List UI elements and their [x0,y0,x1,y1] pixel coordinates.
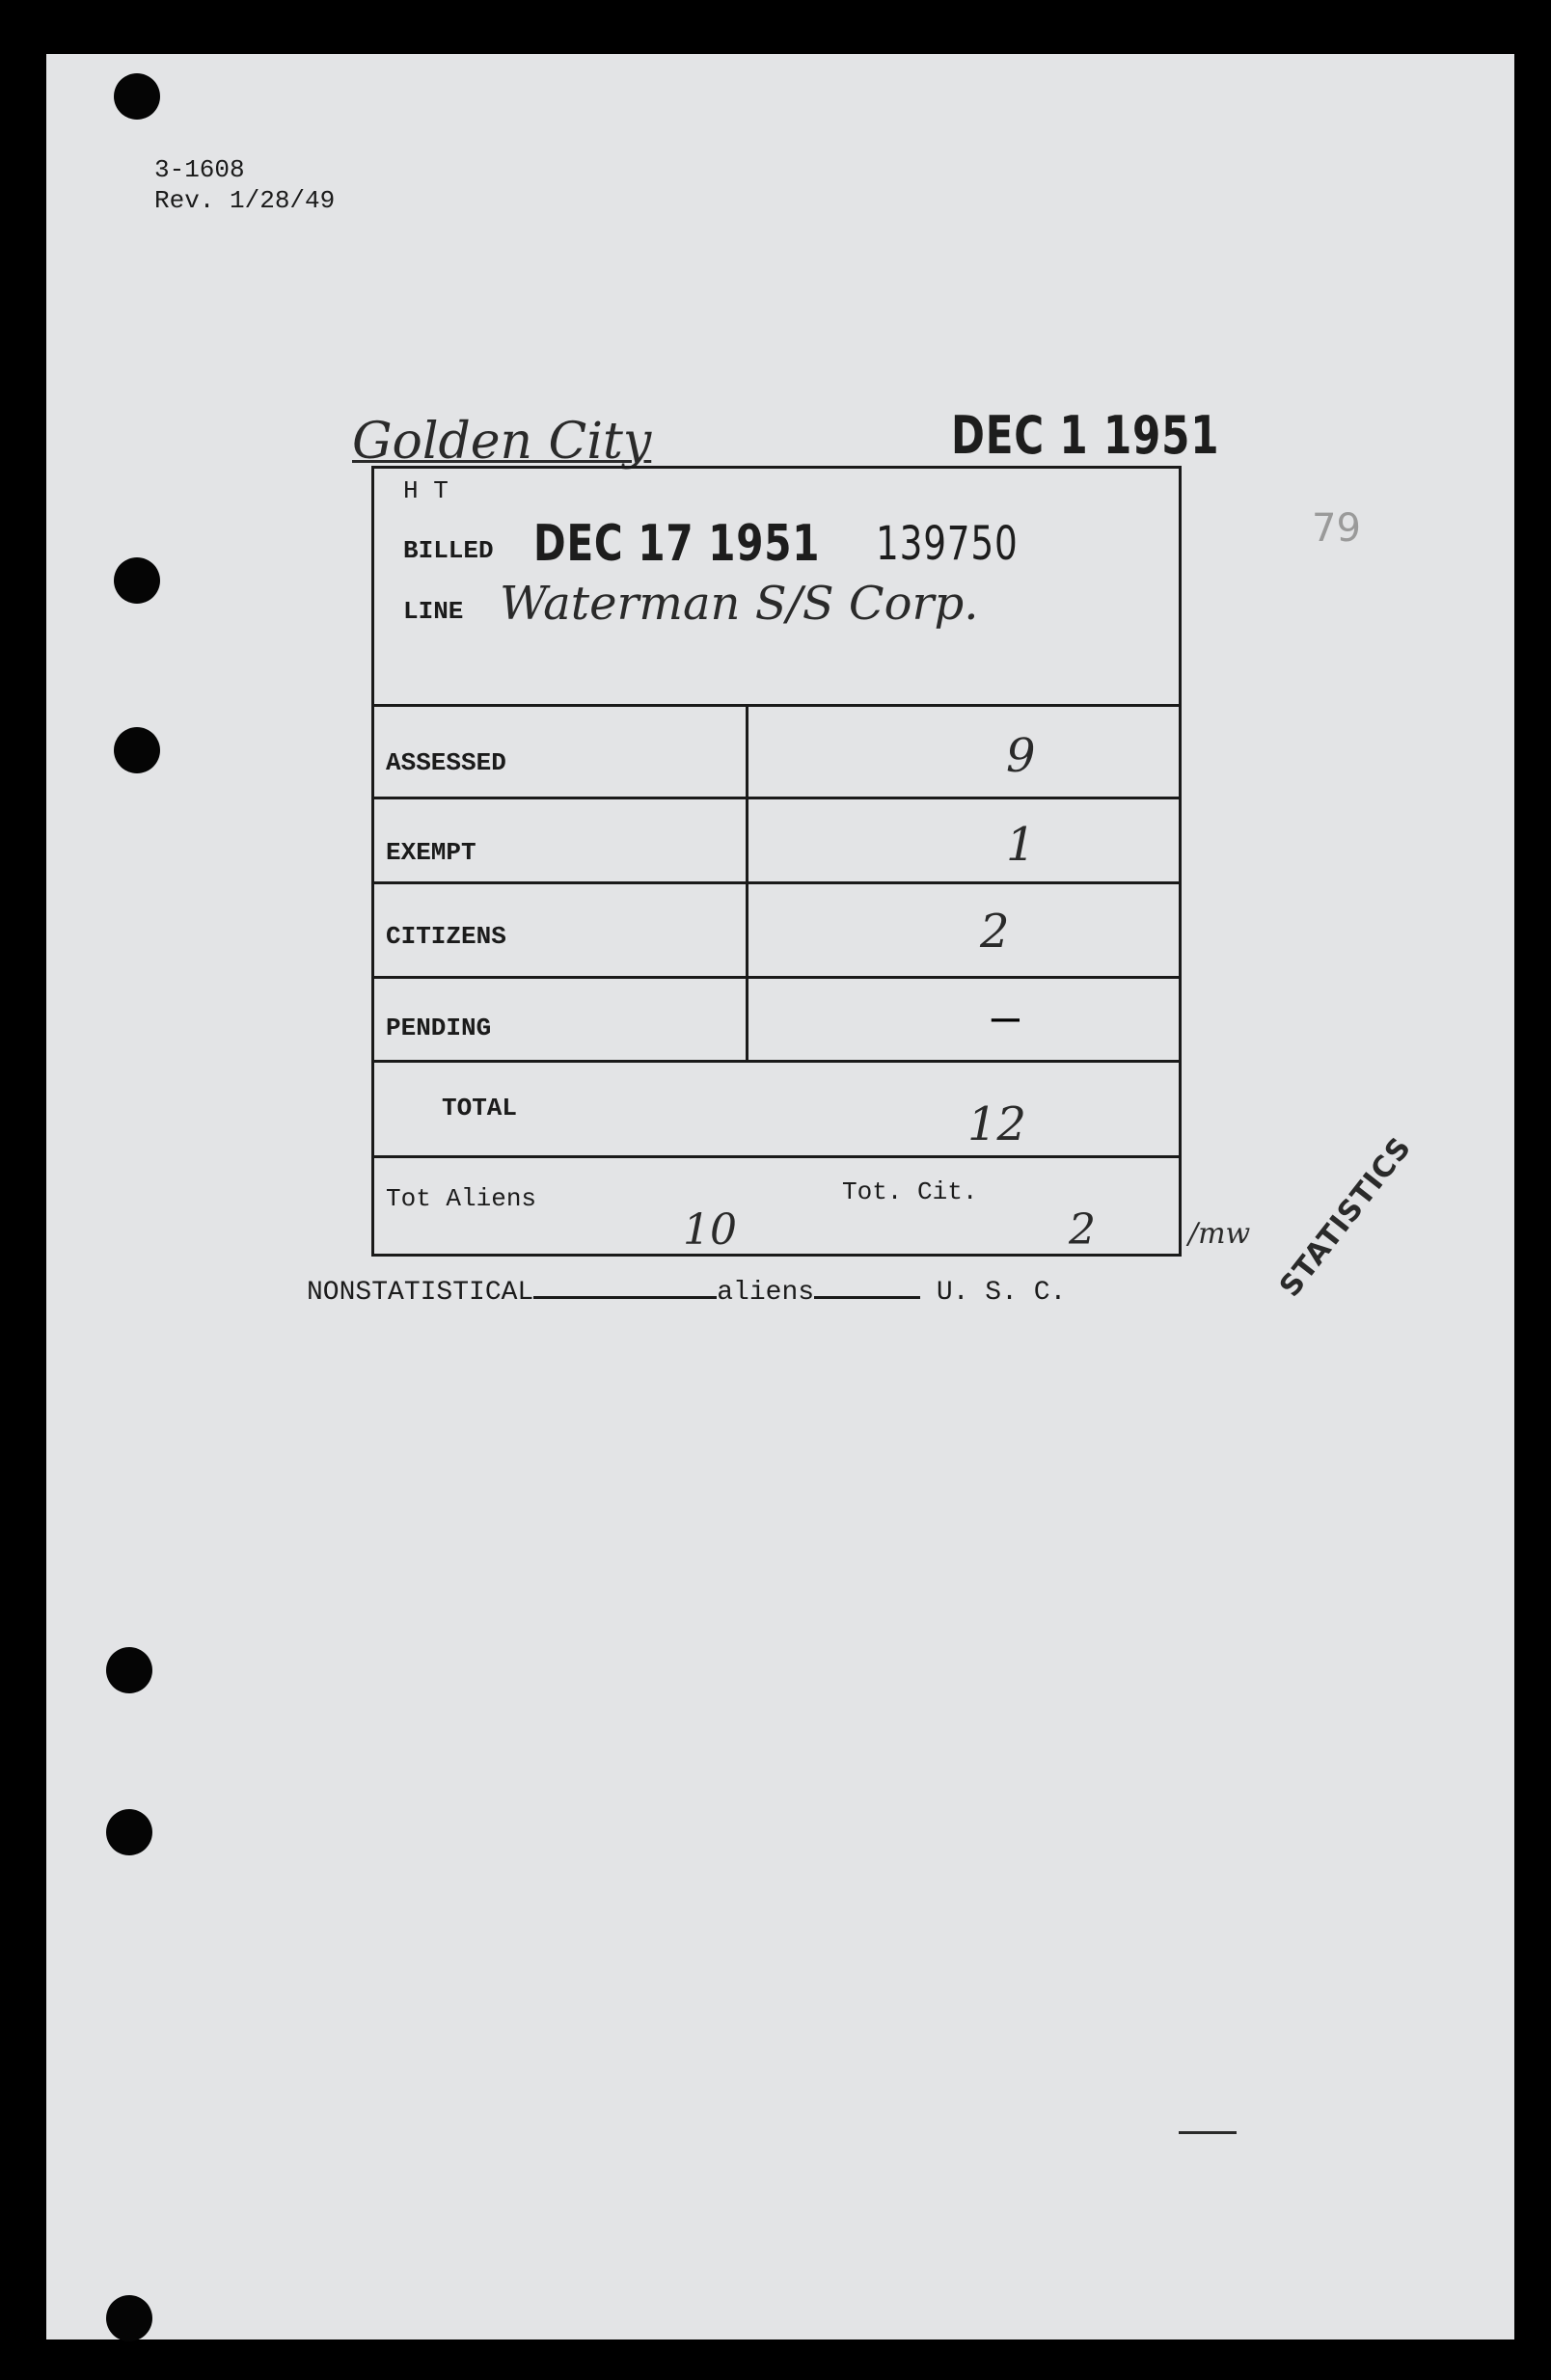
clerk-initials: /mw [1188,1217,1251,1251]
row-label-exempt: EXEMPT [386,838,476,867]
bill-number: 139750 [876,517,1019,571]
row-label-pending: PENDING [386,1014,492,1042]
row-label-citizens: CITIZENS [386,922,506,951]
row-value-assessed: 9 [1006,729,1036,783]
total-aliens-label: Tot Aliens [386,1184,537,1213]
divider [374,704,1179,707]
blank-field [533,1273,717,1299]
statistics-stamp: STATISTICS [1273,1130,1419,1304]
usc-label: U. S. C. [936,1278,1067,1308]
row-value-exempt: 1 [1006,818,1036,872]
vessel-name: Golden City [352,413,652,471]
blank-field [814,1273,920,1299]
form-number: 3-1608 [154,155,245,184]
binder-hole [114,557,160,604]
page-number: 79 [1312,506,1361,551]
nonstatistical-label: NONSTATISTICAL [307,1278,534,1308]
binder-hole [106,1809,152,1855]
binder-hole [114,73,160,120]
row-label-assessed: ASSESSED [386,748,506,777]
total-aliens-value: 10 [683,1205,737,1255]
total-citizens-value: 2 [1069,1205,1096,1255]
total-label: TOTAL [442,1094,518,1122]
aliens-label: aliens [717,1278,815,1308]
stamp-date: DEC 1 1951 [951,405,1220,466]
manifest-form-box [371,466,1182,1257]
total-value: 12 [967,1097,1027,1151]
total-citizens-label: Tot. Cit. [842,1177,978,1206]
stray-mark [1179,2131,1237,2134]
line-value: Waterman S/S Corp. [500,577,979,631]
form-number-block [154,154,335,216]
billed-date: DEC 17 1951 [533,515,821,573]
divider [374,797,1179,799]
row-value-citizens: 2 [980,905,1010,959]
billed-label: BILLED [403,536,494,565]
ht-label: H T [403,476,449,505]
divider [374,976,1179,979]
nonstatistical-line [307,1273,1066,1308]
divider [374,1155,1179,1158]
divider [374,881,1179,884]
line-label: LINE [403,597,464,626]
divider [374,1060,1179,1063]
form-revision: Rev. 1/28/49 [154,186,336,215]
binder-hole [114,727,160,773]
binder-hole [106,1647,152,1693]
binder-hole [106,2295,152,2341]
row-value-pending: — [992,994,1020,1046]
